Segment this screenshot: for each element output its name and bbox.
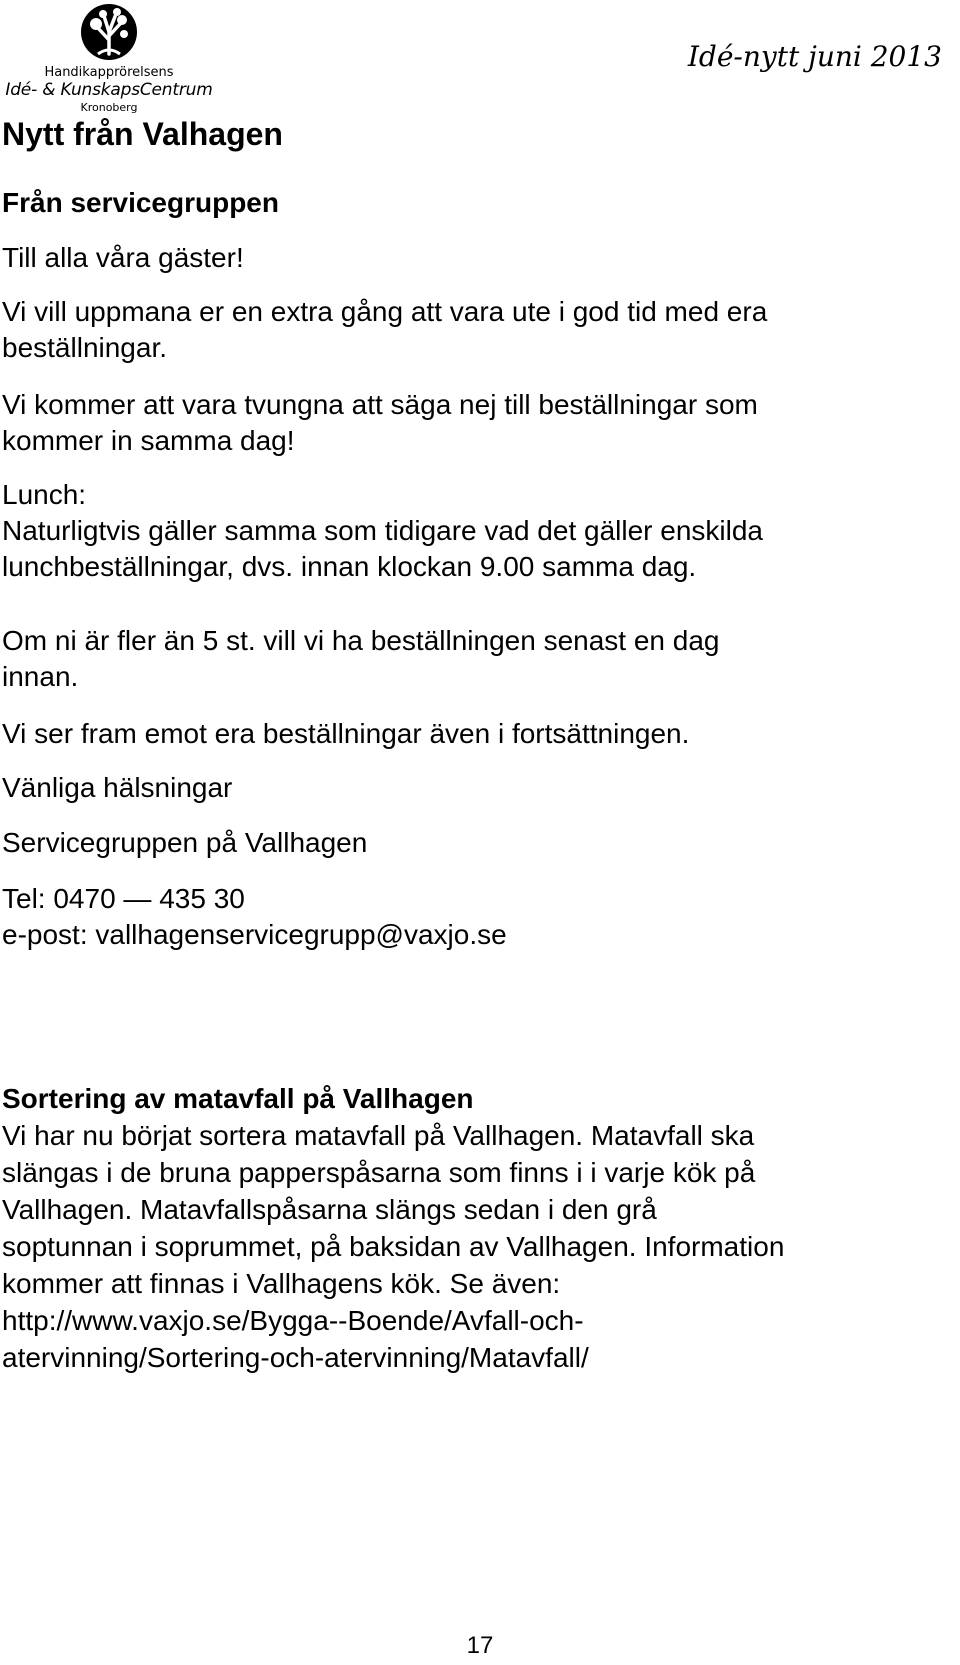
paragraph-line: Vi kommer att vara tvungna att säga nej till beställningar som: [2, 389, 758, 420]
paragraph-line: kommer att finnas i Vallhagens kök. Se även:: [2, 1268, 561, 1299]
regards: Vänliga hälsningar: [2, 772, 233, 803]
paragraph-line: Vi vill uppmana er en extra gång att vara ute i god tid med era: [2, 296, 768, 327]
paragraph-line: Vallhagen. Matavfallspåsarna slängs sedan i den grå: [2, 1194, 657, 1225]
page-number: 17: [466, 1632, 494, 1659]
paragraph-line: Naturligtvis gäller samma som tidigare vad det gäller enskilda: [2, 515, 764, 546]
paragraph-line: Om ni är fler än 5 st. vill vi ha beställningen senast en dag: [2, 625, 720, 656]
link-text[interactable]: atervinning/Sortering-och-atervinning/Matavfall/: [2, 1342, 589, 1373]
signature: Servicegruppen på Vallhagen: [2, 827, 368, 858]
paragraph-line: Vi har nu börjat sortera matavfall på Vallhagen. Matavfall ska: [2, 1120, 755, 1151]
paragraph-line: lunchbeställningar, dvs. innan klockan 9.00 samma dag.: [2, 551, 697, 582]
logo-text-line2: Idé- & KunskapsCentrum: [5, 80, 213, 100]
contact-phone: Tel: 0470 — 435 30: [2, 883, 245, 914]
paragraph-line: Vi ser fram emot era beställningar även i fortsättningen.: [2, 718, 690, 749]
paragraph-line: slängas i de bruna papperspåsarna som finns i i varje kök på: [2, 1157, 756, 1188]
lunch-label: Lunch:: [2, 479, 87, 510]
link-text[interactable]: http://www.vaxjo.se/Bygga--Boende/Avfall-och-: [2, 1305, 584, 1336]
greeting: Till alla våra gäster!: [2, 242, 244, 273]
issue-title: Idé-nytt juni 2013: [687, 40, 942, 73]
logo-text-line3: Kronoberg: [80, 101, 138, 114]
section-heading: Från servicegruppen: [2, 187, 279, 218]
tree-logo-icon: [74, 2, 144, 64]
logo-text-line1: Handikapprörelsens: [44, 65, 174, 80]
paragraph-line: kommer in samma dag!: [2, 425, 295, 456]
page-title: Nytt från Valhagen: [2, 116, 283, 152]
paragraph-line: soptunnan i soprummet, på baksidan av Vallhagen. Information: [2, 1231, 785, 1262]
contact-email: e-post: vallhagenservicegrupp@vaxjo.se: [2, 919, 507, 950]
paragraph-line: beställningar.: [2, 332, 168, 363]
organization-logo: [4, 2, 214, 112]
section-heading: Sortering av matavfall på Vallhagen: [2, 1083, 474, 1114]
paragraph-line: innan.: [2, 661, 79, 692]
